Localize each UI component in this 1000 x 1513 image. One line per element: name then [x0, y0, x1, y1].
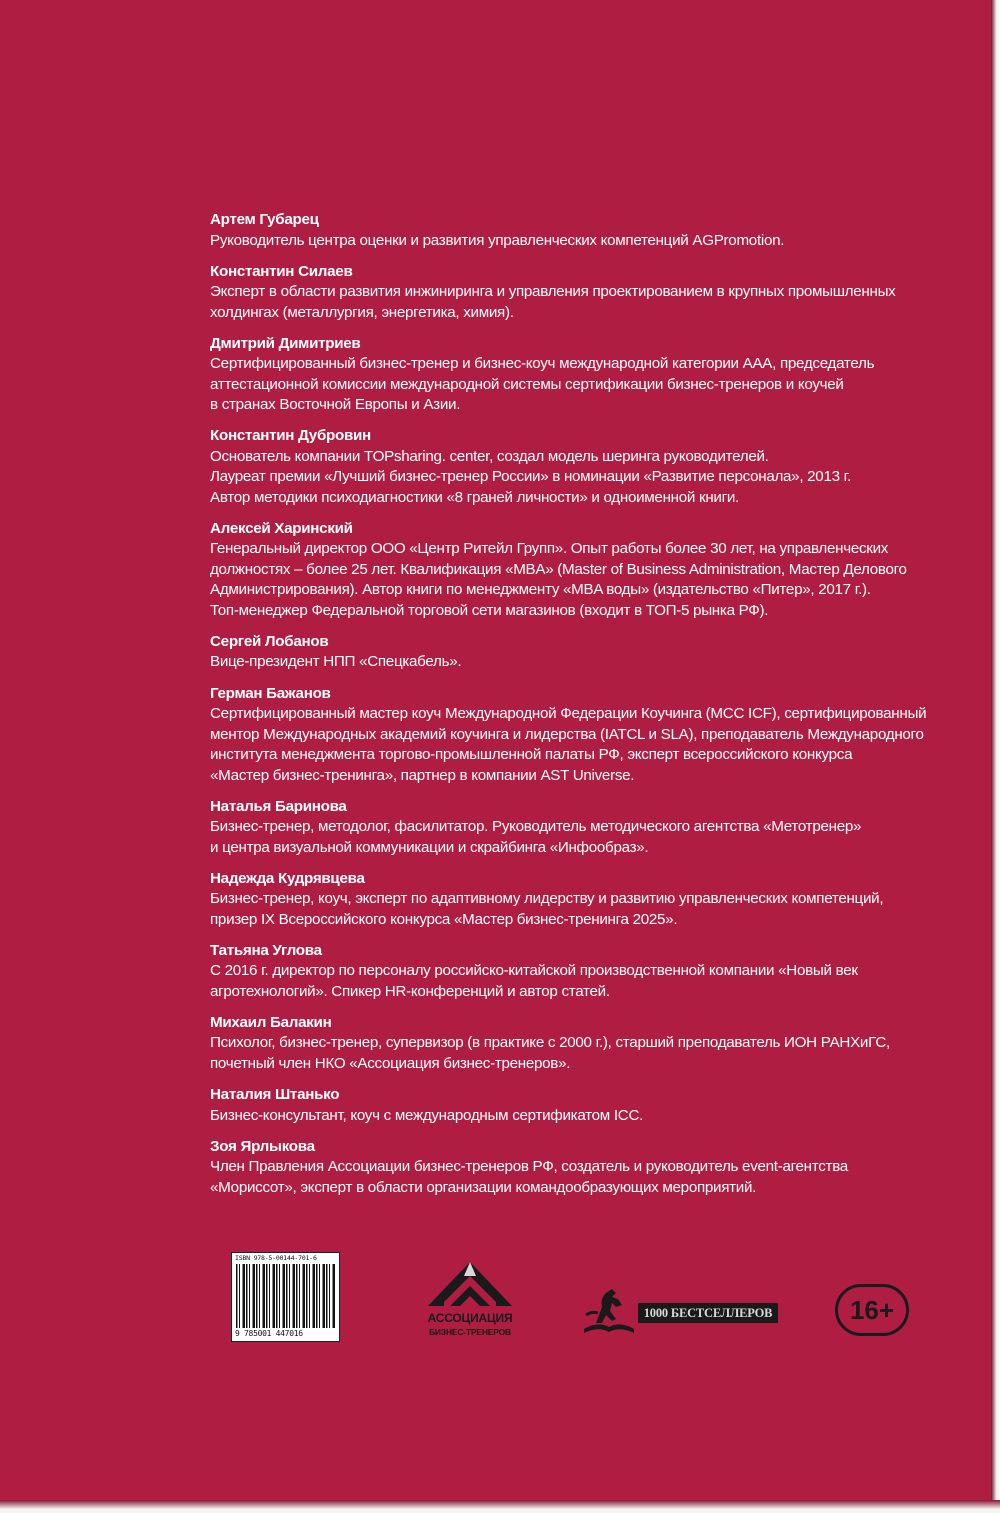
barcode-digits: 9 785001 447016 [235, 1329, 303, 1338]
author-name: Татьяна Углова [210, 941, 322, 959]
author-entry [210, 1085, 950, 1126]
author-bio: С 2016 г. директор по персоналу российско-китайской производственной компании «Новый век агротехнологий». Спикер HR-конференций и автор статей. [210, 962, 858, 1000]
author-entry [210, 941, 950, 1003]
author-entry [210, 1013, 950, 1075]
author-entry [210, 426, 950, 508]
author-entry [210, 869, 950, 931]
author-list [210, 210, 950, 1209]
author-bio: Генеральный директор ООО «Центр Ритейл Групп». Опыт работы более 30 лет, на управленческих должностях – более 25 лет. Квалификация «MBA» (Master of Business Administration, Мастер Делового Администрирования). Автор книги по менеджменту «MBA воды» (издательство «Питер», 2017 г.). Топ-менеджер Федеральной торговой сети магазинов (входит в ТОП-5 рынка РФ). [210, 540, 907, 619]
isbn-barcode [231, 1252, 340, 1342]
author-name: Артем Губарец [210, 211, 319, 228]
author-entry [210, 334, 950, 416]
author-bio: Бизнес-консультант, коуч с международным сертификатом ICC. [210, 1106, 644, 1124]
author-entry [210, 797, 950, 859]
author-name: Дмитрий Димитриев [210, 334, 361, 352]
author-entry [210, 1137, 950, 1199]
author-name: Наталия Штанько [210, 1086, 340, 1104]
bestsellers-logo [578, 1285, 780, 1337]
barcode-bars [236, 1264, 336, 1328]
author-name: Константин Силаев [210, 262, 353, 280]
author-name: Сергей Лобанов [210, 632, 329, 650]
author-bio: Основатель компании TOPsharing. center, создал модель шеринга руководителей. Лауреат премии «Лучший бизнес-тренер России» в номинации «Развитие персонала», 2013 г. Автор методики психодиагностики «8 граней личности» и одноименной книги. [210, 447, 851, 506]
isbn-label: ISBN 978-5-00144-701-6 [235, 1254, 317, 1262]
author-entry [210, 210, 950, 251]
author-name: Зоя Ярлыкова [210, 1137, 315, 1155]
bestsellers-text: 1000 БЕСТСЕЛЛЕРОВ [643, 1306, 773, 1320]
age-rating-badge [835, 1284, 909, 1336]
rearing-horse-book-icon [578, 1285, 640, 1337]
author-name: Наталья Баринова [210, 797, 347, 815]
author-entry [210, 519, 950, 622]
mountain-logo-icon [420, 1256, 520, 1308]
author-bio: Вице-президент НПП «Спецкабель». [210, 653, 462, 671]
author-entry [210, 684, 950, 787]
author-bio: Сертифицированный мастер коуч Международной Федерации Коучинга (MCC ICF), сертифицированный ментор Международных академий коучинга и лидерства (IATCL и SLA), преподаватель Международного института менеджмента торгово-промышленной палаты РФ, эксперт всероссийского конкурса «Мастер бизнес-тренинга», партнер в компании AST Universe. [210, 705, 927, 784]
author-bio: Бизнес-тренер, методолог, фасилитатор. Руководитель методического агентства «Метотренер» и центра визуальной коммуникации и скрайбинга «Инфообраз». [210, 818, 862, 856]
author-entry [210, 632, 950, 673]
author-name: Алексей Харинский [210, 519, 353, 537]
author-name: Надежда Кудрявцева [210, 869, 365, 887]
cover-right-edge [991, 0, 1000, 1513]
author-entry [210, 262, 950, 324]
author-bio: Эксперт в области развития инжиниринга и управления проектированием в крупных промышленных холдингах (металлургия, энергетика, химия). [210, 283, 896, 321]
association-name-line1: АССОЦИАЦИЯ [427, 1311, 513, 1325]
author-bio: Сертифицированный бизнес-тренер и бизнес-коуч международной категории ААА, председатель аттестационной комиссии международной системы сертификации бизнес-тренеров и коучей в странах Восточной Европы и Азии. [210, 355, 875, 414]
author-name: Константин Дубровин [210, 427, 371, 445]
author-bio: Бизнес-тренер, коуч, эксперт по адаптивному лидерству и развитию управленческих компетенций, призер IX Всероссийского конкурса «Мастер бизнес-тренинга 2025». [210, 890, 884, 928]
cover-bottom-edge [0, 1500, 1000, 1513]
age-rating-text: 16+ [849, 1295, 895, 1325]
author-bio: Руководитель центра оценки и развития управленческих компетенций AGPromotion. [210, 231, 785, 249]
author-bio: Психолог, бизнес-тренер, супервизор (в практике с 2000 г.), старший преподаватель ИОН РАНХиГС, почетный член НКО «Ассоциация бизнес-тренеров». [210, 1034, 890, 1072]
author-name: Михаил Балакин [210, 1013, 332, 1031]
association-logo [412, 1256, 528, 1342]
author-bio: Член Правления Ассоциации бизнес-тренеров РФ, создатель и руководитель event-агентства «Мориссот», эксперт в области организации командообразующих мероприятий. [210, 1158, 848, 1196]
association-name-line2: БИЗНЕС-ТРЕНЕРОВ [429, 1327, 511, 1337]
author-name: Герман Бажанов [210, 684, 331, 702]
